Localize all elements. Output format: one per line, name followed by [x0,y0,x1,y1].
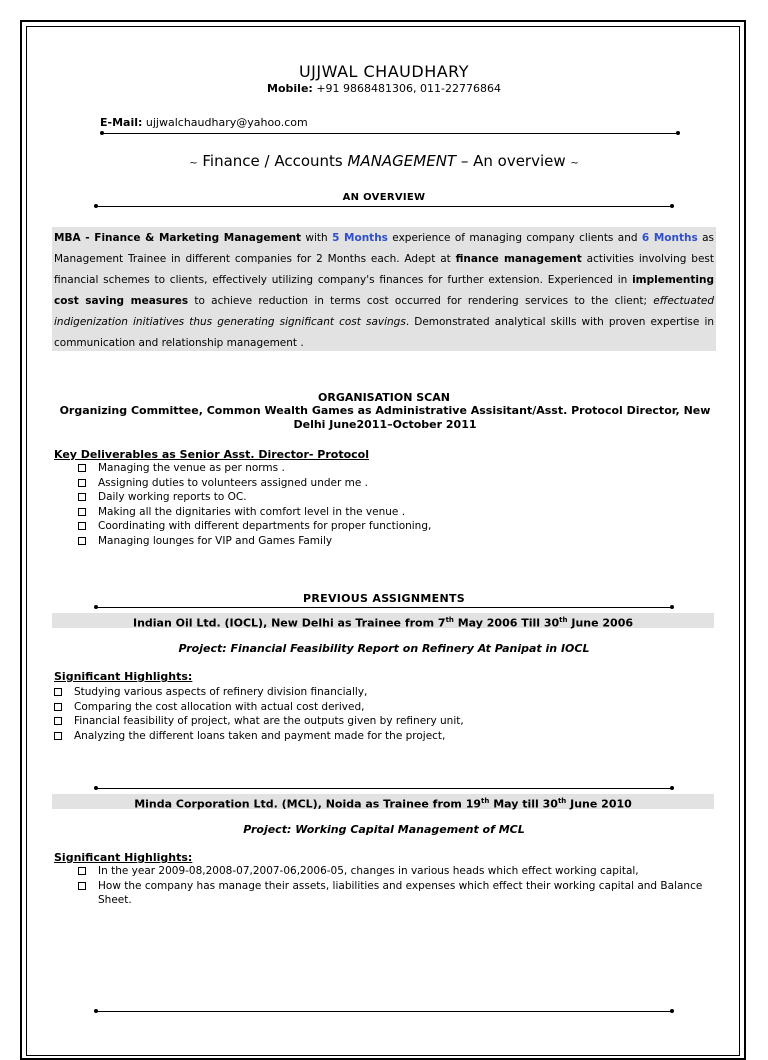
checkbox-bullet-icon [54,717,62,725]
job2-title [52,794,714,812]
tilde-left: ~ [189,158,198,169]
email-value[interactable]: ujjwalchaudhary@yahoo.com [145,116,308,129]
overview-paragraph [54,228,714,354]
list-item [76,879,716,908]
overview-degree: MBA - Finance & Marketing Management [54,232,302,244]
checkbox-bullet-icon [54,732,62,740]
job1-sup: th [559,616,568,624]
divider-rule [96,206,672,207]
list-item [76,476,431,491]
deliverables-list [76,461,431,548]
overview-text: experience of managing company clients and [387,232,642,244]
overview-text: with [301,232,333,244]
job1-text: May 2006 Till 30 [453,616,560,630]
headline-text-b: MANAGEMENT [347,152,457,170]
job1-text: Indian Oil Ltd. (IOCL), New Delhi as Trainee from 7 [132,616,446,630]
divider-rule [102,133,678,134]
list-item [52,700,464,715]
job2-sup: th [557,797,567,805]
list-item [76,490,431,505]
checkbox-bullet-icon [78,464,86,472]
divider-rule [96,1011,672,1012]
overview-italic: effectuated indigenization initiatives thus generating significant cost savings [54,295,714,328]
overview-text: . Demonstrated analytical skills with proven expertise in communication and relationship management . [54,316,715,349]
tilde-right: ~ [570,158,579,169]
checkbox-bullet-icon [78,479,86,487]
section-title-overview: AN OVERVIEW [342,192,426,203]
mobile-line [0,82,768,95]
checkbox-bullet-icon [78,508,86,516]
overview-months-1: 5 Months [332,232,388,244]
overview-bold: implementing cost saving measures [54,274,714,307]
overview-bold: finance management [455,253,582,265]
overview-months-2: 6 Months [641,232,698,244]
divider-rule [96,607,672,608]
checkbox-bullet-icon [78,522,86,530]
overview-text: as Management Trainee in different companies for 2 Months each. Adept at [54,232,715,265]
checkbox-bullet-icon [78,882,86,890]
overview-text: activities involving best financial schemes to clients, effectively utilizing company's finances for further extension. Experienced in [54,253,714,286]
job2-highlights-title: Significant Highlights: [54,851,193,864]
list-item [52,685,464,700]
headline-text-a: Finance / Accounts [202,152,348,170]
email-label: E-Mail: [100,116,143,129]
list-item [76,461,431,476]
checkbox-bullet-icon [54,688,62,696]
job1-project: Project: Financial Feasibility Report on Refinery At Panipat in IOCL [178,642,590,655]
job2-text: May till 30 [489,797,558,811]
job1-sup: th [445,616,454,624]
job2-text: Minda Corporation Ltd. (MCL), Noida as Trainee from 19 [134,797,482,811]
headline-text-c: – An overview [456,152,571,170]
job2-project: Project: Working Capital Management of MCL [243,823,525,836]
list-item-text: Assigning duties to volunteers assigned under me . [98,476,368,489]
list-item [76,534,431,549]
list-item-text: How the company has manage their assets, liabilities and expenses which effect their working capital and Balance Sheet. [98,879,703,906]
org-scan-subtitle: Organizing Committee, Common Wealth Games as Administrative Assisitant/Asst. Protocol Director, New Delhi June2011–October 2011 [59,404,711,431]
list-item [76,505,431,520]
job2-highlights-list [76,864,716,908]
candidate-name: UJJWAL CHAUDHARY [298,62,470,81]
email-line [100,116,308,129]
checkbox-bullet-icon [78,537,86,545]
mobile-label: Mobile: [267,82,313,95]
section-title-previous: PREVIOUS ASSIGNMENTS [303,592,465,605]
overview-text: to achieve reduction in terms cost occurred for rendering services to the client; [188,295,654,307]
list-item [76,519,431,534]
key-deliverables-title: Key Deliverables as Senior Asst. Director- Protocol [54,448,370,461]
job1-text: June 2006 [567,616,634,630]
list-item-text: Studying various aspects of refinery division financially, [74,686,368,698]
list-item-text: Daily working reports to OC. [98,491,247,503]
list-item-text: Coordinating with different departments for proper functioning, [98,520,432,532]
list-item [52,729,464,744]
list-item [52,714,464,729]
checkbox-bullet-icon [54,703,62,711]
list-item-text: Financial feasibility of project, what are the outputs given by refinery unit, [74,715,464,727]
job2-sup: th [481,797,490,805]
job2-text: June 2010 [566,797,632,811]
list-item-text: Comparing the cost allocation with actual cost derived, [74,700,365,713]
job1-highlights-list [52,685,464,743]
list-item [76,864,716,879]
list-item-text: Analyzing the different loans taken and payment made for the project, [74,729,446,742]
section-title-org-scan: ORGANISATION SCAN [318,391,450,404]
list-item-text: Managing lounges for VIP and Games Family [98,534,333,547]
list-item-text: Making all the dignitaries with comfort level in the venue . [98,505,406,518]
divider-rule [96,788,672,789]
headline [0,152,768,170]
job1-highlights-title: Significant Highlights: [54,670,193,683]
job1-title [52,613,714,631]
checkbox-bullet-icon [78,867,86,875]
list-item-text: In the year 2009-08,2008-07,2007-06,2006-05, changes in various heads which effect working capital, [98,865,639,877]
list-item-text: Managing the venue as per norms . [98,462,285,474]
checkbox-bullet-icon [78,493,86,501]
mobile-value: +91 9868481306, 011-22776864 [316,82,501,95]
